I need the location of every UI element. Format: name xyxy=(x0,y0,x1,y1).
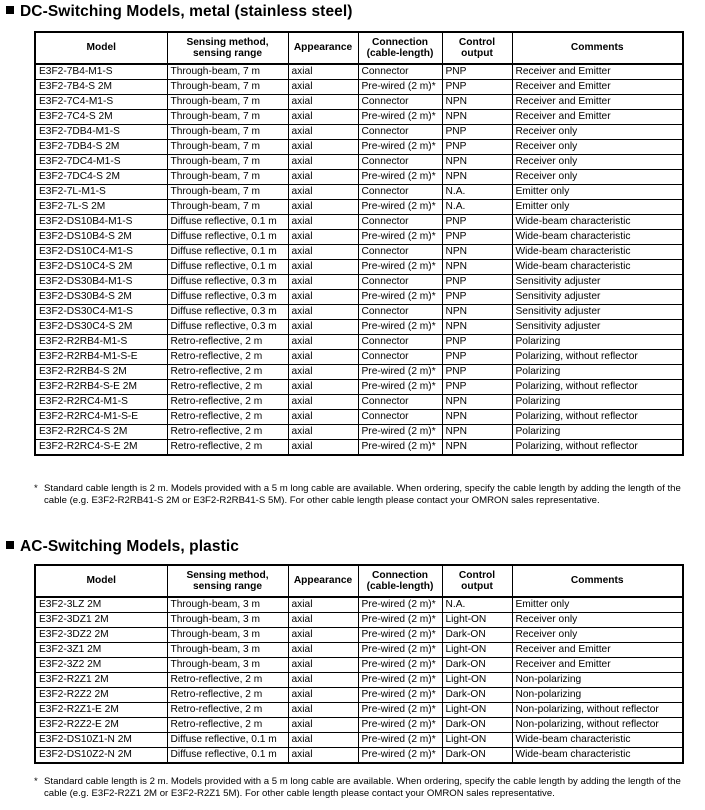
cell-appearance: axial xyxy=(288,350,358,365)
cell-appearance: axial xyxy=(288,718,358,733)
ac-footnote xyxy=(34,776,684,800)
cell-control-output: Light-ON xyxy=(442,703,512,718)
cell-control-output: NPN xyxy=(442,305,512,320)
table-row xyxy=(35,658,683,673)
cell-sensing-method: Retro-reflective, 2 m xyxy=(167,718,288,733)
table-row xyxy=(35,613,683,628)
cell-appearance: axial xyxy=(288,440,358,456)
cell-comments: Wide-beam characteristic xyxy=(512,733,683,748)
cell-model: E3F2-3DZ1 2M xyxy=(35,613,167,628)
cell-sensing-method: Through-beam, 3 m xyxy=(167,643,288,658)
column-header-control-output: Control output xyxy=(442,565,512,597)
cell-comments: Emitter only xyxy=(512,597,683,613)
cell-sensing-method: Diffuse reflective, 0.1 m xyxy=(167,733,288,748)
cell-control-output: PNP xyxy=(442,215,512,230)
table-row xyxy=(35,305,683,320)
cell-connection: Connector xyxy=(358,185,442,200)
cell-sensing-method: Through-beam, 7 m xyxy=(167,125,288,140)
cell-appearance: axial xyxy=(288,305,358,320)
cell-connection: Connector xyxy=(358,395,442,410)
table-row xyxy=(35,185,683,200)
cell-control-output: NPN xyxy=(442,320,512,335)
cell-comments: Sensitivity adjuster xyxy=(512,275,683,290)
cell-control-output: PNP xyxy=(442,80,512,95)
cell-model: E3F2-7L-M1-S xyxy=(35,185,167,200)
cell-comments: Wide-beam characteristic xyxy=(512,215,683,230)
table-row xyxy=(35,320,683,335)
footnote-mark: * xyxy=(34,776,38,787)
cell-appearance: axial xyxy=(288,125,358,140)
cell-sensing-method: Retro-reflective, 2 m xyxy=(167,350,288,365)
cell-model: E3F2-R2RB4-M1-S xyxy=(35,335,167,350)
cell-appearance: axial xyxy=(288,703,358,718)
cell-sensing-method: Through-beam, 3 m xyxy=(167,658,288,673)
cell-connection: Connector xyxy=(358,350,442,365)
cell-connection: Pre-wired (2 m)* xyxy=(358,440,442,456)
cell-connection: Pre-wired (2 m)* xyxy=(358,425,442,440)
cell-model: E3F2-DS30B4-M1-S xyxy=(35,275,167,290)
cell-comments: Polarizing xyxy=(512,335,683,350)
cell-model: E3F2-7C4-M1-S xyxy=(35,95,167,110)
table-header-row xyxy=(35,565,683,597)
column-header-connection: Connection (cable-length) xyxy=(358,565,442,597)
column-header-comments: Comments xyxy=(512,565,683,597)
cell-connection: Connector xyxy=(358,335,442,350)
cell-model: E3F2-3Z2 2M xyxy=(35,658,167,673)
table-row xyxy=(35,718,683,733)
table-header-row xyxy=(35,32,683,64)
cell-model: E3F2-R2RC4-M1-S-E xyxy=(35,410,167,425)
cell-appearance: axial xyxy=(288,290,358,305)
cell-appearance: axial xyxy=(288,673,358,688)
cell-control-output: NPN xyxy=(442,440,512,456)
table-row xyxy=(35,703,683,718)
cell-control-output: Light-ON xyxy=(442,643,512,658)
cell-appearance: axial xyxy=(288,425,358,440)
cell-connection: Connector xyxy=(358,410,442,425)
cell-model: E3F2-7L-S 2M xyxy=(35,200,167,215)
cell-model: E3F2-3Z1 2M xyxy=(35,643,167,658)
footnote-mark: * xyxy=(34,483,38,494)
cell-sensing-method: Retro-reflective, 2 m xyxy=(167,380,288,395)
table-row xyxy=(35,395,683,410)
table-row xyxy=(35,335,683,350)
cell-appearance: axial xyxy=(288,395,358,410)
cell-model: E3F2-R2RC4-M1-S xyxy=(35,395,167,410)
cell-sensing-method: Retro-reflective, 2 m xyxy=(167,395,288,410)
cell-appearance: axial xyxy=(288,380,358,395)
table-row xyxy=(35,64,683,80)
cell-appearance: axial xyxy=(288,628,358,643)
cell-comments: Sensitivity adjuster xyxy=(512,290,683,305)
table-row xyxy=(35,733,683,748)
cell-comments: Wide-beam characteristic xyxy=(512,748,683,764)
cell-appearance: axial xyxy=(288,643,358,658)
cell-appearance: axial xyxy=(288,733,358,748)
cell-sensing-method: Through-beam, 7 m xyxy=(167,110,288,125)
cell-appearance: axial xyxy=(288,688,358,703)
cell-sensing-method: Retro-reflective, 2 m xyxy=(167,410,288,425)
table-row xyxy=(35,628,683,643)
cell-model: E3F2-DS10C4-M1-S xyxy=(35,245,167,260)
cell-sensing-method: Diffuse reflective, 0.3 m xyxy=(167,305,288,320)
cell-comments: Receiver only xyxy=(512,155,683,170)
cell-connection: Pre-wired (2 m)* xyxy=(358,290,442,305)
cell-appearance: axial xyxy=(288,185,358,200)
cell-comments: Emitter only xyxy=(512,200,683,215)
cell-comments: Receiver and Emitter xyxy=(512,643,683,658)
cell-control-output: NPN xyxy=(442,410,512,425)
table-row xyxy=(35,380,683,395)
cell-control-output: Light-ON xyxy=(442,733,512,748)
cell-appearance: axial xyxy=(288,365,358,380)
cell-sensing-method: Through-beam, 7 m xyxy=(167,185,288,200)
cell-control-output: NPN xyxy=(442,425,512,440)
dc-models-table xyxy=(34,31,684,456)
cell-control-output: NPN xyxy=(442,110,512,125)
cell-model: E3F2-R2RB4-S-E 2M xyxy=(35,380,167,395)
cell-comments: Receiver only xyxy=(512,140,683,155)
column-header-model: Model xyxy=(35,32,167,64)
cell-control-output: Light-ON xyxy=(442,673,512,688)
table-row xyxy=(35,140,683,155)
cell-model: E3F2-R2RB4-S 2M xyxy=(35,365,167,380)
cell-model: E3F2-DS10B4-S 2M xyxy=(35,230,167,245)
cell-appearance: axial xyxy=(288,245,358,260)
table-row xyxy=(35,688,683,703)
dc-section-heading xyxy=(6,3,353,21)
cell-comments: Polarizing, without reflector xyxy=(512,350,683,365)
cell-connection: Connector xyxy=(358,215,442,230)
square-bullet-icon xyxy=(6,541,14,549)
cell-comments: Receiver and Emitter xyxy=(512,80,683,95)
cell-control-output: N.A. xyxy=(442,200,512,215)
cell-model: E3F2-R2Z1 2M xyxy=(35,673,167,688)
cell-appearance: axial xyxy=(288,215,358,230)
dc-section-title: DC-Switching Models, metal (stainless steel) xyxy=(20,3,353,20)
cell-connection: Pre-wired (2 m)* xyxy=(358,597,442,613)
cell-model: E3F2-7DB4-M1-S xyxy=(35,125,167,140)
cell-comments: Non-polarizing, without reflector xyxy=(512,718,683,733)
column-header-appearance: Appearance xyxy=(288,32,358,64)
cell-control-output: PNP xyxy=(442,365,512,380)
cell-comments: Receiver only xyxy=(512,125,683,140)
cell-comments: Polarizing, without reflector xyxy=(512,410,683,425)
cell-appearance: axial xyxy=(288,320,358,335)
cell-connection: Pre-wired (2 m)* xyxy=(358,140,442,155)
cell-control-output: PNP xyxy=(442,230,512,245)
cell-appearance: axial xyxy=(288,613,358,628)
cell-control-output: Dark-ON xyxy=(442,658,512,673)
table-row xyxy=(35,748,683,764)
cell-connection: Pre-wired (2 m)* xyxy=(358,613,442,628)
cell-connection: Pre-wired (2 m)* xyxy=(358,260,442,275)
cell-model: E3F2-7DC4-S 2M xyxy=(35,170,167,185)
cell-comments: Wide-beam characteristic xyxy=(512,245,683,260)
footnote-text: Standard cable length is 2 m. Models provided with a 5 m long cable are available. When ordering, specify the cable length by adding the length of the cable (e.g. E3F2-R2Z1 2M or E3F2-R2Z1 5M). For other cable length please contact your OMRON sales representative. xyxy=(44,776,681,799)
cell-connection: Pre-wired (2 m)* xyxy=(358,703,442,718)
table-row xyxy=(35,350,683,365)
table-row xyxy=(35,597,683,613)
cell-connection: Pre-wired (2 m)* xyxy=(358,320,442,335)
cell-model: E3F2-3LZ 2M xyxy=(35,597,167,613)
cell-model: E3F2-DS30C4-S 2M xyxy=(35,320,167,335)
cell-appearance: axial xyxy=(288,140,358,155)
cell-model: E3F2-DS30C4-M1-S xyxy=(35,305,167,320)
cell-model: E3F2-DS10Z2-N 2M xyxy=(35,748,167,764)
cell-connection: Pre-wired (2 m)* xyxy=(358,200,442,215)
column-header-sensing-method: Sensing method, sensing range xyxy=(167,32,288,64)
cell-model: E3F2-7C4-S 2M xyxy=(35,110,167,125)
cell-sensing-method: Through-beam, 3 m xyxy=(167,597,288,613)
cell-comments: Polarizing, without reflector xyxy=(512,380,683,395)
cell-appearance: axial xyxy=(288,64,358,80)
cell-model: E3F2-DS10Z1-N 2M xyxy=(35,733,167,748)
cell-sensing-method: Retro-reflective, 2 m xyxy=(167,703,288,718)
cell-appearance: axial xyxy=(288,170,358,185)
cell-appearance: axial xyxy=(288,275,358,290)
cell-control-output: Dark-ON xyxy=(442,718,512,733)
table-row xyxy=(35,95,683,110)
cell-model: E3F2-R2RB4-M1-S-E xyxy=(35,350,167,365)
column-header-sensing-method: Sensing method, sensing range xyxy=(167,565,288,597)
cell-sensing-method: Through-beam, 7 m xyxy=(167,95,288,110)
cell-sensing-method: Diffuse reflective, 0.1 m xyxy=(167,215,288,230)
cell-appearance: axial xyxy=(288,658,358,673)
table-row xyxy=(35,425,683,440)
cell-sensing-method: Retro-reflective, 2 m xyxy=(167,425,288,440)
table-row xyxy=(35,170,683,185)
cell-sensing-method: Through-beam, 7 m xyxy=(167,140,288,155)
table-row xyxy=(35,110,683,125)
table-row xyxy=(35,260,683,275)
column-header-appearance: Appearance xyxy=(288,565,358,597)
cell-control-output: PNP xyxy=(442,140,512,155)
cell-model: E3F2-3DZ2 2M xyxy=(35,628,167,643)
table-row xyxy=(35,215,683,230)
cell-model: E3F2-DS30B4-S 2M xyxy=(35,290,167,305)
cell-control-output: PNP xyxy=(442,125,512,140)
cell-sensing-method: Through-beam, 7 m xyxy=(167,80,288,95)
cell-model: E3F2-7DC4-M1-S xyxy=(35,155,167,170)
cell-comments: Sensitivity adjuster xyxy=(512,320,683,335)
cell-connection: Pre-wired (2 m)* xyxy=(358,230,442,245)
column-header-comments: Comments xyxy=(512,32,683,64)
cell-sensing-method: Through-beam, 7 m xyxy=(167,155,288,170)
column-header-model: Model xyxy=(35,565,167,597)
cell-sensing-method: Diffuse reflective, 0.1 m xyxy=(167,260,288,275)
cell-connection: Pre-wired (2 m)* xyxy=(358,628,442,643)
cell-appearance: axial xyxy=(288,410,358,425)
cell-control-output: PNP xyxy=(442,335,512,350)
table-row xyxy=(35,410,683,425)
table-row xyxy=(35,673,683,688)
cell-connection: Pre-wired (2 m)* xyxy=(358,365,442,380)
cell-sensing-method: Diffuse reflective, 0.3 m xyxy=(167,275,288,290)
cell-sensing-method: Through-beam, 3 m xyxy=(167,613,288,628)
cell-connection: Connector xyxy=(358,275,442,290)
cell-model: E3F2-R2Z2-E 2M xyxy=(35,718,167,733)
table-row xyxy=(35,275,683,290)
cell-comments: Polarizing, without reflector xyxy=(512,440,683,456)
cell-connection: Pre-wired (2 m)* xyxy=(358,733,442,748)
cell-appearance: axial xyxy=(288,748,358,764)
column-header-control-output: Control output xyxy=(442,32,512,64)
cell-model: E3F2-R2RC4-S-E 2M xyxy=(35,440,167,456)
cell-model: E3F2-7B4-S 2M xyxy=(35,80,167,95)
cell-appearance: axial xyxy=(288,597,358,613)
table-row xyxy=(35,80,683,95)
cell-model: E3F2-7B4-M1-S xyxy=(35,64,167,80)
cell-comments: Receiver and Emitter xyxy=(512,95,683,110)
table-row xyxy=(35,290,683,305)
cell-comments: Wide-beam characteristic xyxy=(512,260,683,275)
cell-sensing-method: Retro-reflective, 2 m xyxy=(167,335,288,350)
ac-section-heading xyxy=(6,538,239,556)
cell-appearance: axial xyxy=(288,335,358,350)
cell-comments: Emitter only xyxy=(512,185,683,200)
cell-control-output: Dark-ON xyxy=(442,748,512,764)
cell-model: E3F2-DS10B4-M1-S xyxy=(35,215,167,230)
cell-comments: Receiver and Emitter xyxy=(512,110,683,125)
cell-sensing-method: Through-beam, 3 m xyxy=(167,628,288,643)
cell-control-output: Light-ON xyxy=(442,613,512,628)
cell-sensing-method: Diffuse reflective, 0.1 m xyxy=(167,230,288,245)
cell-sensing-method: Retro-reflective, 2 m xyxy=(167,688,288,703)
table-row xyxy=(35,125,683,140)
cell-model: E3F2-R2Z2 2M xyxy=(35,688,167,703)
cell-control-output: PNP xyxy=(442,64,512,80)
cell-connection: Pre-wired (2 m)* xyxy=(358,718,442,733)
cell-control-output: PNP xyxy=(442,380,512,395)
cell-control-output: NPN xyxy=(442,245,512,260)
table-row xyxy=(35,440,683,456)
cell-sensing-method: Retro-reflective, 2 m xyxy=(167,673,288,688)
cell-connection: Pre-wired (2 m)* xyxy=(358,748,442,764)
cell-sensing-method: Through-beam, 7 m xyxy=(167,200,288,215)
cell-model: E3F2-R2Z1-E 2M xyxy=(35,703,167,718)
cell-connection: Pre-wired (2 m)* xyxy=(358,643,442,658)
cell-connection: Pre-wired (2 m)* xyxy=(358,673,442,688)
cell-model: E3F2-DS10C4-S 2M xyxy=(35,260,167,275)
cell-control-output: N.A. xyxy=(442,597,512,613)
cell-connection: Connector xyxy=(358,245,442,260)
cell-connection: Connector xyxy=(358,305,442,320)
cell-model: E3F2-R2RC4-S 2M xyxy=(35,425,167,440)
cell-sensing-method: Diffuse reflective, 0.3 m xyxy=(167,320,288,335)
table-row xyxy=(35,365,683,380)
cell-control-output: NPN xyxy=(442,155,512,170)
cell-comments: Sensitivity adjuster xyxy=(512,305,683,320)
cell-appearance: axial xyxy=(288,95,358,110)
cell-control-output: NPN xyxy=(442,170,512,185)
cell-connection: Pre-wired (2 m)* xyxy=(358,658,442,673)
cell-connection: Connector xyxy=(358,95,442,110)
cell-comments: Receiver only xyxy=(512,628,683,643)
cell-comments: Polarizing xyxy=(512,365,683,380)
ac-section-title: AC-Switching Models, plastic xyxy=(20,538,239,555)
cell-connection: Pre-wired (2 m)* xyxy=(358,380,442,395)
cell-control-output: N.A. xyxy=(442,185,512,200)
cell-control-output: Dark-ON xyxy=(442,688,512,703)
cell-connection: Connector xyxy=(358,125,442,140)
cell-control-output: PNP xyxy=(442,350,512,365)
cell-sensing-method: Diffuse reflective, 0.3 m xyxy=(167,290,288,305)
ac-models-table xyxy=(34,564,684,764)
cell-sensing-method: Diffuse reflective, 0.1 m xyxy=(167,245,288,260)
cell-connection: Connector xyxy=(358,155,442,170)
cell-comments: Receiver and Emitter xyxy=(512,658,683,673)
cell-control-output: NPN xyxy=(442,260,512,275)
cell-sensing-method: Through-beam, 7 m xyxy=(167,64,288,80)
table-row xyxy=(35,155,683,170)
cell-sensing-method: Through-beam, 7 m xyxy=(167,170,288,185)
cell-control-output: PNP xyxy=(442,275,512,290)
cell-connection: Connector xyxy=(358,64,442,80)
cell-comments: Receiver and Emitter xyxy=(512,64,683,80)
cell-comments: Polarizing xyxy=(512,395,683,410)
table-row xyxy=(35,200,683,215)
cell-connection: Pre-wired (2 m)* xyxy=(358,688,442,703)
cell-control-output: PNP xyxy=(442,290,512,305)
square-bullet-icon xyxy=(6,6,14,14)
table-row xyxy=(35,643,683,658)
cell-comments: Wide-beam characteristic xyxy=(512,230,683,245)
cell-connection: Pre-wired (2 m)* xyxy=(358,170,442,185)
footnote-text: Standard cable length is 2 m. Models provided with a 5 m long cable are available. When ordering, specify the cable length by adding the length of the cable (e.g. E3F2-R2RB41-S 2M or E3F2-R2RB41-S 5M). For other cable length please contact your OMRON sales representative. xyxy=(44,483,681,506)
cell-appearance: axial xyxy=(288,110,358,125)
cell-comments: Receiver only xyxy=(512,613,683,628)
table-row xyxy=(35,245,683,260)
cell-appearance: axial xyxy=(288,260,358,275)
cell-comments: Non-polarizing xyxy=(512,688,683,703)
cell-appearance: axial xyxy=(288,155,358,170)
cell-comments: Polarizing xyxy=(512,425,683,440)
column-header-connection: Connection (cable-length) xyxy=(358,32,442,64)
cell-appearance: axial xyxy=(288,200,358,215)
cell-control-output: Dark-ON xyxy=(442,628,512,643)
cell-connection: Pre-wired (2 m)* xyxy=(358,80,442,95)
cell-connection: Pre-wired (2 m)* xyxy=(358,110,442,125)
cell-appearance: axial xyxy=(288,80,358,95)
cell-comments: Receiver only xyxy=(512,170,683,185)
cell-control-output: NPN xyxy=(442,95,512,110)
cell-sensing-method: Retro-reflective, 2 m xyxy=(167,365,288,380)
dc-footnote xyxy=(34,483,684,507)
cell-control-output: NPN xyxy=(442,395,512,410)
cell-appearance: axial xyxy=(288,230,358,245)
cell-comments: Non-polarizing xyxy=(512,673,683,688)
cell-sensing-method: Retro-reflective, 2 m xyxy=(167,440,288,456)
cell-sensing-method: Diffuse reflective, 0.1 m xyxy=(167,748,288,764)
cell-model: E3F2-7DB4-S 2M xyxy=(35,140,167,155)
cell-comments: Non-polarizing, without reflector xyxy=(512,703,683,718)
table-row xyxy=(35,230,683,245)
